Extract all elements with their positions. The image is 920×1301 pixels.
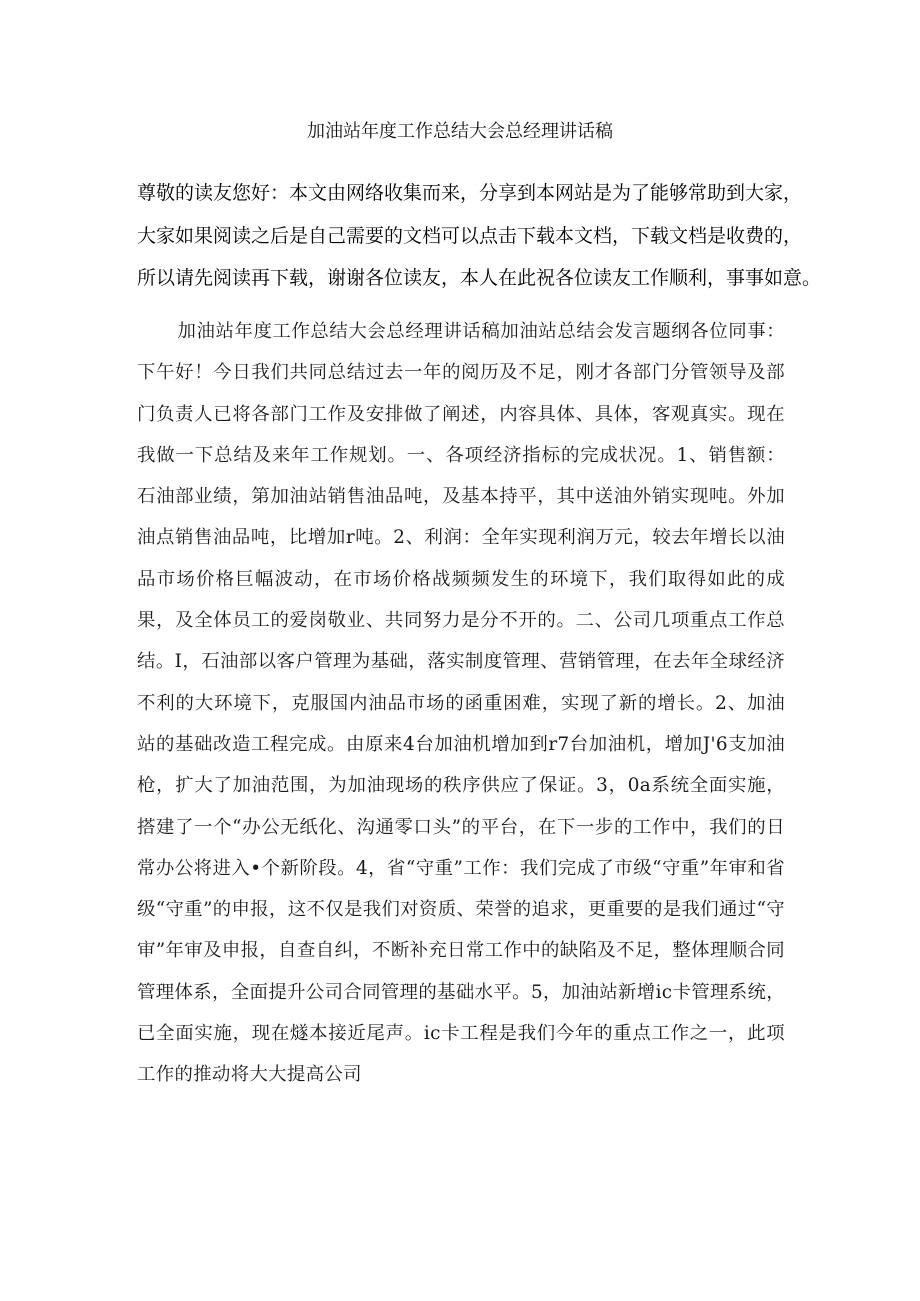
notice-line: 尊敬的读友您好：本文由网络收集而来，分享到本网站是为了能够常助到大家， xyxy=(137,182,803,204)
body-paragraph: 加油站年度工作总结大会总经理讲话稿加油站总结会发言题纲各位同事：下午好！今日我们共同总结过去一年的阅历及不足，刚才各部门分管领导及部门负责人已将各部门工作及安排做了阐述，内容具体、具体，客观真实。现在我做一下总结及来年工作规划。一、各项经济指标的完成状况。1、销售额：石油部业绩，第加油站销售油品吨，及基本持平，其中送油外销实现吨。外加油点销售油品吨，比增加r吨。2、利润：全年实现利润万元，较去年增长以油品市场价格巨幅波动，在市场价格战频频发生的环境下，我们取得如此的成果，及全体员工的爱岗敬业、共同努力是分不开的。二、公司几项重点工作总结。I，石油部以客户管理为基础，落实制度管理、营销管理，在去年全球经济不利的大环境下，克服国内油品市场的函重困难，实现了新的增长。2、加油站的基础改造工程完成。由原来4台加油机增加到r7台加油机，增加J'6支加油枪，扩大了加油范围，为加油现场的秩序供应了保证。3，0a系统全面实施，搭建了一个“办公无纸化、沟通零口头”的平台，在下一步的工作中，我们的日常办公将进入•个新阶段。4，省“守重”工作：我们完成了市级“守重”年审和省级“守重”的申报，这不仅是我们对资质、荣誉的追求，更重要的是我们通过“守审”年审及申报，自查自纠，不断补充日常工作中的缺陷及不足，整体理顺合同管理体系，全面提升公司合同管理的基础水平。5，加油站新增ic卡管理系统，已全面实施，现在燧本接近尾声。ic卡工程是我们今年的重点工作之一，此项工作的推动将大大提高公司 xyxy=(137,321,785,1086)
notice-line: 大家如果阅读之后是自己需要的文档可以点击下载本文档，下载文档是收费的， xyxy=(137,224,803,247)
reader-notice xyxy=(137,172,822,300)
notice-line: 所以请先阅读再下载，谢谢各位读友，本人在此祝各位读友工作顺利，事事如意。 xyxy=(137,267,822,289)
document-title: 加油站年度工作总结大会总经理讲话稿 xyxy=(307,121,613,142)
